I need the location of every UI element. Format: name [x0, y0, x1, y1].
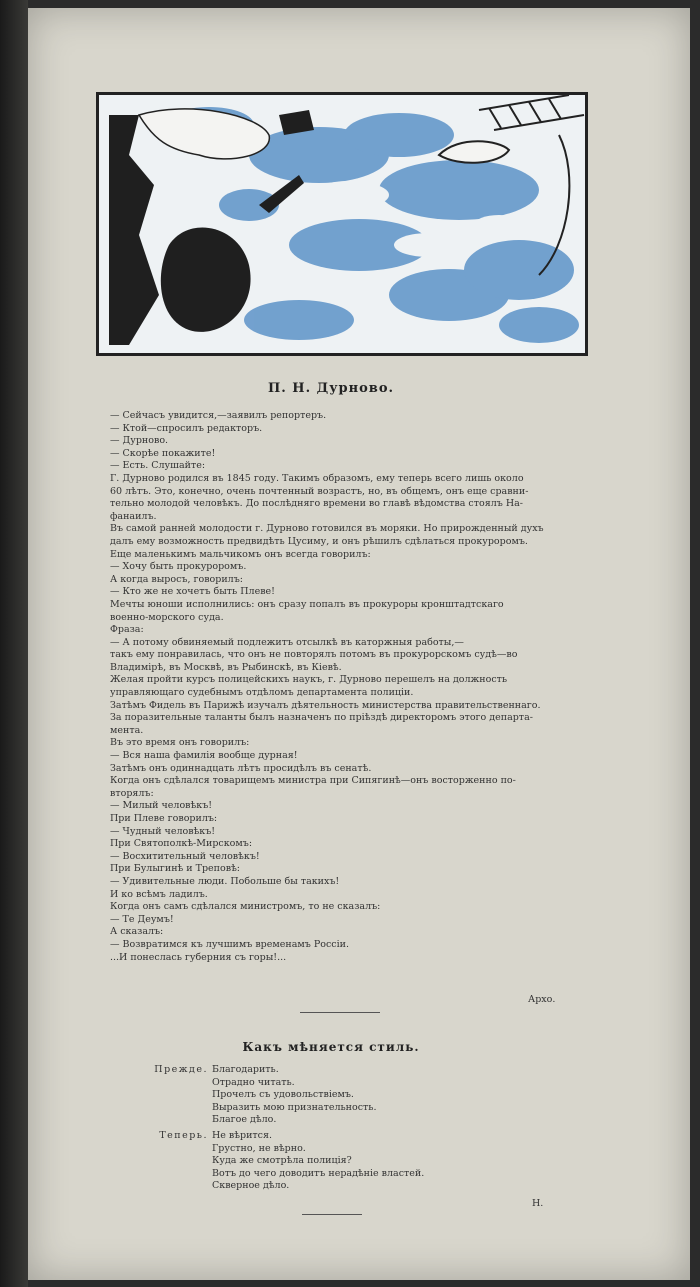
- text-line: — Хочу быть прокуроромъ.: [110, 561, 247, 573]
- text-line: — Сейчасъ увидится,—заявилъ репортеръ.: [110, 410, 327, 421]
- bottom-divider: [302, 1214, 362, 1215]
- text-line: — Скорѣе покажите!: [110, 447, 216, 459]
- text-line: Мечты юноши исполнились: онъ сразу попалъ въ прокуроры кронштадтскаго: [110, 598, 504, 610]
- text-line: — А потому обвиняемый подлежитъ отсылкѣ въ каторжныя работы,—: [110, 636, 464, 648]
- before-label: Прежде.: [154, 1064, 208, 1075]
- text-line: Затѣмъ Фидель въ Парижѣ изучалъ дѣятельность министерства правительственнаго.: [110, 699, 541, 711]
- text-line: Скверное дѣло.: [212, 1180, 290, 1192]
- text-line: — Есть. Слушайте:: [110, 460, 206, 472]
- text-line: Въ это время онъ говорилъ:: [110, 737, 250, 749]
- text-line: Еще маленькимъ мальчикомъ онъ всегда говорилъ:: [110, 548, 371, 560]
- text-line: — Ктой—спросилъ редакторъ.: [110, 422, 263, 434]
- text-line: 60 лѣтъ. Это, конечно, очень почтенный возрастъ, но, въ общемъ, онъ еще сравни-: [110, 485, 529, 497]
- text-line: Благодарить.: [212, 1064, 279, 1075]
- article-body: [110, 410, 544, 964]
- text-line: — Удивительные люди. Побольше бы такихъ!: [110, 875, 340, 887]
- section-signature: Н.: [532, 1198, 544, 1209]
- text-line: Въ самой ранней молодости г. Дурново готовился въ моряки. Но прирожденный духъ: [110, 523, 544, 535]
- now-section: [146, 1130, 424, 1193]
- text-line: Благое дѣло.: [212, 1114, 277, 1126]
- text-line: Затѣмъ онъ одиннадцать лѣтъ просидѣлъ въ сенатѣ.: [110, 762, 372, 774]
- text-line: — Милый человѣкъ!: [110, 800, 213, 812]
- text-line: За поразительные таланты былъ назначенъ по пріѣздѣ директоромъ этого департа-: [110, 712, 533, 724]
- section-title: Какъ мѣняется стиль.: [242, 1040, 420, 1054]
- now-lines: [212, 1130, 424, 1193]
- text-line: А сказалъ:: [110, 926, 164, 938]
- text-line: — Кто же не хочетъ быть Плеве!: [110, 586, 275, 598]
- text-line: Когда онъ сдѣлался товарищемъ министра при Сипягинѣ—онъ восторженно по-: [110, 775, 516, 787]
- text-line: Грустно, не вѣрно.: [212, 1142, 306, 1154]
- text-line: вторялъ:: [110, 787, 154, 799]
- book-spine: [0, 0, 28, 1287]
- text-line: — Дурново.: [110, 435, 169, 447]
- text-line: тельно молодой человѣкъ. До послѣдняго времени во главѣ вѣдомства стоялъ На-: [110, 498, 523, 510]
- text-line: фанаилъ.: [110, 510, 157, 522]
- text-line: И ко всѣмъ ладилъ.: [110, 888, 208, 900]
- text-line: Отрадно читать.: [212, 1076, 295, 1088]
- text-line: — Вся наша фамилія вообще дурная!: [110, 750, 298, 762]
- illustration-art: [99, 95, 585, 353]
- text-line: — Восхитительный человѣкъ!: [110, 850, 260, 862]
- section-divider: [300, 1012, 380, 1013]
- text-line: — Возвратимся къ лучшимъ временамъ Россіи.: [110, 938, 349, 950]
- article-title: П. Н. Дурново.: [267, 381, 395, 396]
- text-line: — Те Деумъ!: [110, 913, 174, 925]
- text-line: При Плеве говорилъ:: [110, 813, 218, 824]
- text-line: Куда же смотрѣла полиція?: [212, 1155, 352, 1167]
- text-line: А когда выросъ, говорилъ:: [110, 573, 243, 585]
- text-line: далъ ему возможность предвидѣть Цусиму, и онъ рѣшилъ сдѣлаться прокуроромъ.: [110, 535, 528, 547]
- now-label: Теперь.: [159, 1130, 208, 1141]
- text-line: Прочелъ съ удовольствіемъ.: [212, 1089, 354, 1101]
- text-line: такъ ему понравилась, что онъ не повторялъ потомъ въ прокурорскомъ судѣ—во: [110, 649, 518, 661]
- text-line: Желая пройти курсъ полицейскихъ наукъ, г. Дурново перешелъ на должность: [110, 674, 508, 686]
- article-signature: Архо.: [528, 994, 556, 1005]
- text-line: При Булыгинѣ и Треповѣ:: [110, 863, 240, 875]
- text-line: военно-морского суда.: [110, 611, 224, 623]
- text-line: ...И понеслась губерния съ горы!...: [110, 951, 287, 963]
- text-line: При Святополкѣ-Мирскомъ:: [110, 838, 253, 850]
- text-line: Не вѣрится.: [212, 1130, 273, 1141]
- text-line: — Чудный человѣкъ!: [110, 825, 216, 837]
- before-section: [146, 1064, 376, 1127]
- text-line: Г. Дурново родился въ 1845 году. Такимъ образомъ, ему теперь всего лишь около: [110, 472, 524, 484]
- before-lines: [212, 1064, 376, 1127]
- woodcut-illustration: [96, 92, 588, 356]
- text-line: Выразить мою признательность.: [212, 1101, 377, 1113]
- text-line: Владимірѣ, въ Москвѣ, въ Рыбинскѣ, въ Кіевѣ.: [110, 661, 342, 673]
- text-line: управляющаго судебнымъ отдѣломъ департамента полиціи.: [110, 687, 414, 699]
- text-line: Вотъ до чего доводитъ нерадѣніе властей.: [212, 1167, 425, 1179]
- text-line: Когда онъ самъ сдѣлался министромъ, то не сказалъ:: [110, 901, 381, 913]
- text-line: Фраза:: [110, 624, 144, 636]
- text-line: мента.: [110, 724, 144, 736]
